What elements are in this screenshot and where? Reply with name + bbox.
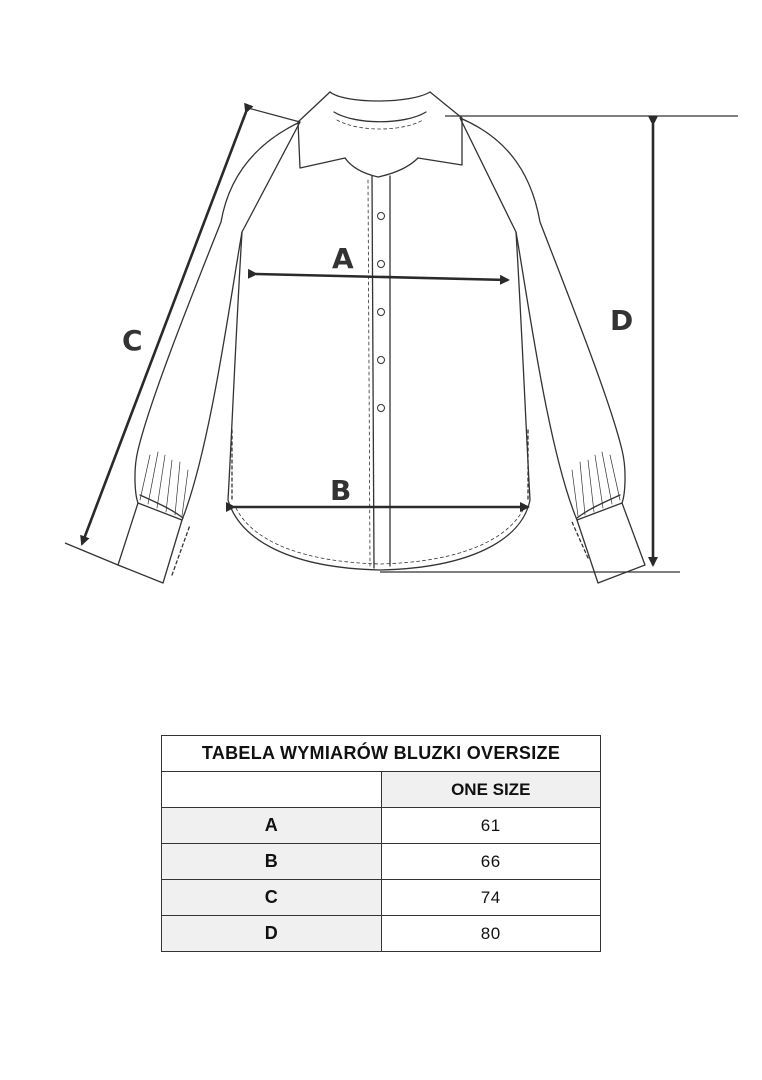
- row-value: 80: [381, 916, 601, 952]
- row-label: D: [162, 916, 382, 952]
- label-c: C: [122, 324, 143, 357]
- left-cuff: [118, 503, 182, 583]
- table-title: TABELA WYMIARÓW BLUZKI OVERSIZE: [162, 736, 601, 772]
- shirt-body: [228, 232, 530, 570]
- arrow-c: [82, 112, 246, 544]
- table-row: [162, 916, 601, 952]
- right-cuff: [577, 503, 645, 583]
- table-row: [162, 808, 601, 844]
- header-empty-cell: [162, 772, 382, 808]
- left-sleeve: [135, 122, 300, 520]
- size-table: [161, 735, 601, 952]
- row-label: B: [162, 844, 382, 880]
- row-label: C: [162, 880, 382, 916]
- row-value: 61: [381, 808, 601, 844]
- buttons: [378, 213, 385, 412]
- header-one-size: ONE SIZE: [381, 772, 601, 808]
- reference-lines: [65, 108, 738, 572]
- label-d: D: [610, 304, 634, 337]
- table-header-row: [162, 772, 601, 808]
- table-row: [162, 844, 601, 880]
- label-b: B: [330, 474, 352, 507]
- table-row: [162, 880, 601, 916]
- right-collar: [418, 92, 462, 165]
- shirt-outline: [118, 92, 645, 583]
- row-value: 66: [381, 844, 601, 880]
- row-value: 74: [381, 880, 601, 916]
- row-label: A: [162, 808, 382, 844]
- left-collar: [298, 92, 345, 168]
- right-sleeve: [460, 118, 625, 520]
- label-a: A: [332, 242, 354, 275]
- arrow-a: [256, 274, 508, 280]
- table-title-row: [162, 736, 601, 772]
